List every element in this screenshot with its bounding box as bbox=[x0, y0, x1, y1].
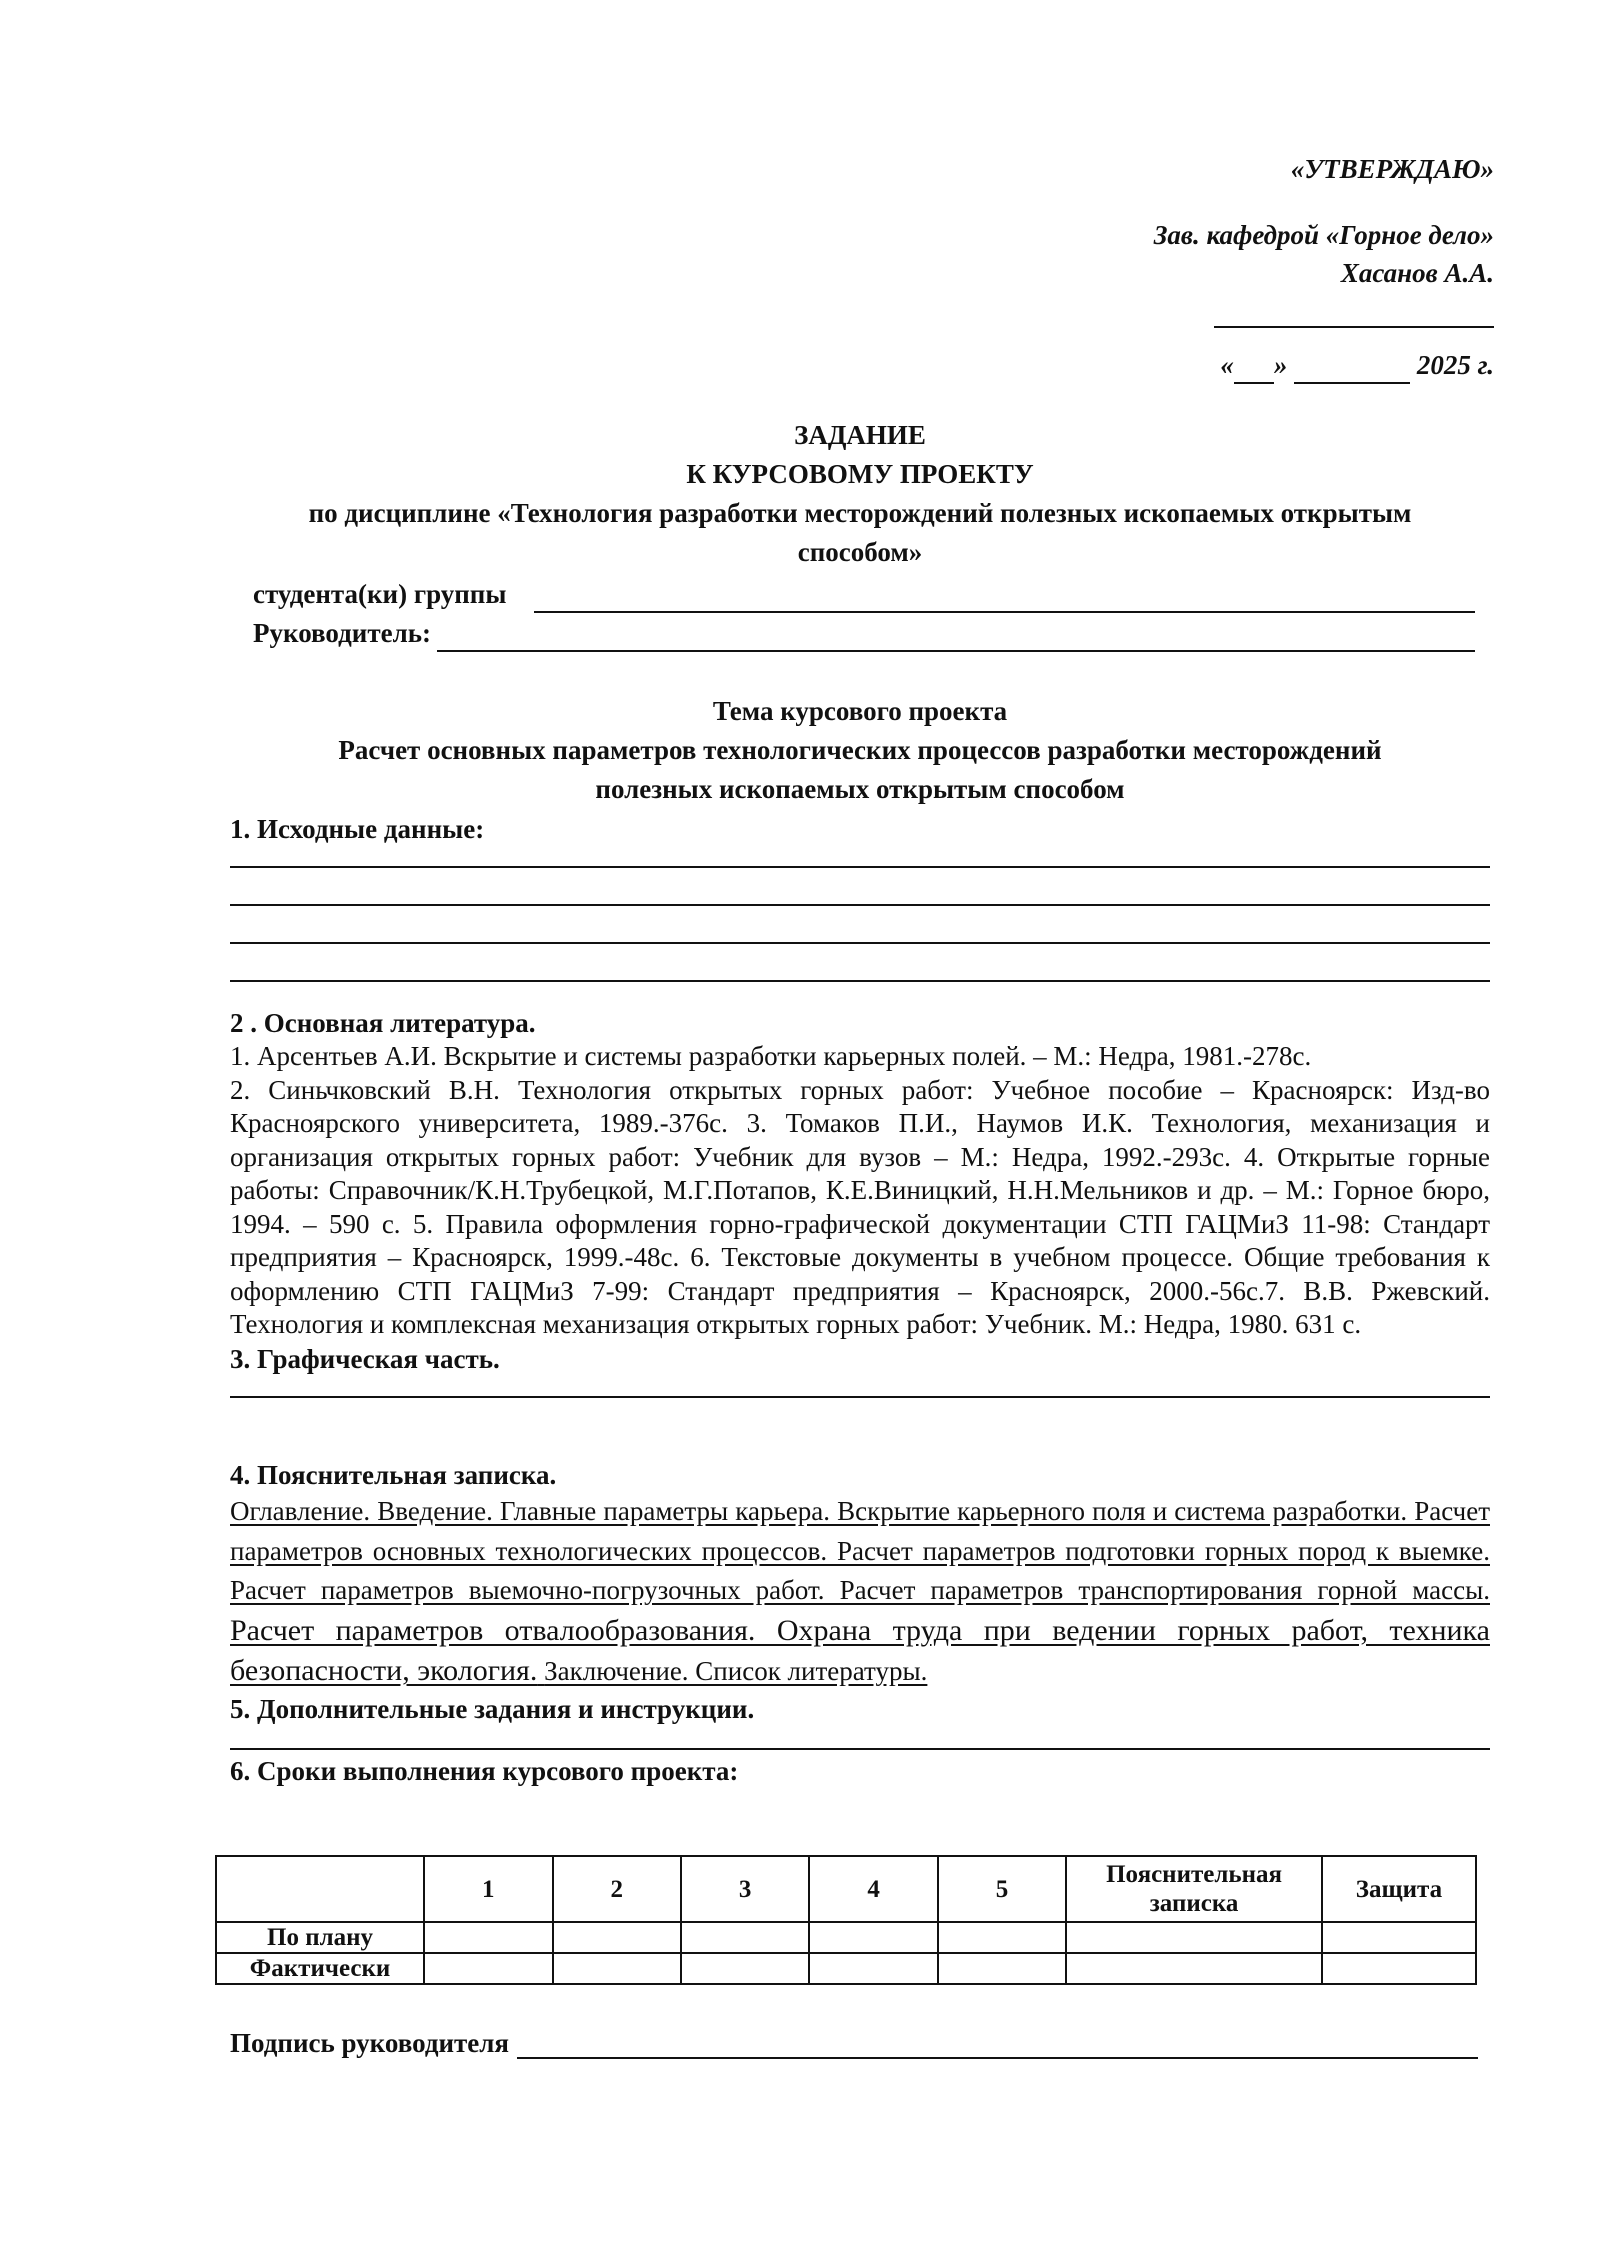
schedule-cell[interactable] bbox=[1066, 1922, 1322, 1953]
section-5-heading: 5. Дополнительные задания и инструкции. bbox=[230, 1693, 755, 1724]
section-2-heading: 2 . Основная литература. bbox=[230, 1008, 536, 1038]
schedule-header-cell: Пояснительная записка bbox=[1066, 1856, 1322, 1922]
initial-data-line-4[interactable] bbox=[230, 944, 1490, 982]
section-explanatory-note bbox=[230, 1458, 1490, 1788]
student-group-label: студента(ки) группы bbox=[253, 579, 507, 609]
literature-list: 2. Синьчковский В.Н. Технология открытых горных работ: Учебное пособие – Красноярск: Изд-во Красноярского университета, 1989.-376с. 3. Томаков П.И., Наумов И.К. Технология, механизация и организация открытых горных работ: Учебник для вузов – М.: Недра, 1992.-293с. 4. Открытые горные работы: Справочник/К.Н.Трубецкой, М.Г.Потапов, К.Е.Виницкий, Н.Н.Мельников и др. – М.: Горное бюро, 1994. – 590 с. 5. Правила оформления горно-графической документации СТП ГАЦМиЗ 11-98: Стандарт предприятия – Красноярск, 1999.-48с. 6. Текстовые документы в учебном процессе. Общие требования к оформлению СТП ГАЦМиЗ 7-99: Стандарт предприятия – Красноярск, 2000.-56с.7. В.В. Ржевский. Технология и комплексная механизация открытых горных работ: Учебник. М.: Недра, 1980. 631 с. bbox=[230, 1074, 1490, 1339]
section-3-heading: 3. Графическая часть. bbox=[230, 1343, 500, 1374]
initial-data-line-1[interactable] bbox=[230, 846, 1490, 868]
section-literature bbox=[230, 1006, 1490, 1398]
schedule-cell[interactable] bbox=[1066, 1953, 1322, 1984]
discipline-line-2: способом» bbox=[797, 537, 923, 567]
supervisor-field bbox=[253, 614, 1475, 652]
schedule-cell[interactable] bbox=[553, 1953, 681, 1984]
document-title: ЗАДАНИЕ bbox=[794, 420, 926, 450]
schedule-header-row bbox=[216, 1856, 1476, 1922]
additional-tasks-line[interactable] bbox=[230, 1726, 1490, 1750]
schedule-row-label: По плану bbox=[216, 1922, 424, 1953]
schedule-header-cell: 1 bbox=[424, 1856, 552, 1922]
student-group-input[interactable] bbox=[534, 583, 1475, 613]
supervisor-label: Руководитель: bbox=[253, 618, 432, 648]
section-1-heading: 1. Исходные данные: bbox=[230, 814, 485, 844]
schedule-cell[interactable] bbox=[809, 1953, 937, 1984]
schedule-cell[interactable] bbox=[681, 1953, 809, 1984]
schedule-cell[interactable] bbox=[553, 1922, 681, 1953]
signature-label: Подпись руководителя bbox=[230, 2028, 510, 2058]
schedule-cell[interactable] bbox=[809, 1922, 937, 1953]
note-contents-part-1: Оглавление. Введение. Главные параметры карьера. Вскрытие карьерного поля и система разработки. Расчет параметров основных технологических процессов. Расчет параметров подготовки горных пород к выемке. Расчет параметров выемочно-погрузочных работ. Расчет параметров транспортирования горной массы. bbox=[230, 1496, 1490, 1605]
schedule-header-cell: Защита bbox=[1322, 1856, 1476, 1922]
date-month-blank[interactable] bbox=[1294, 356, 1410, 384]
supervisor-input[interactable] bbox=[437, 622, 1475, 652]
schedule-row-label: Фактически bbox=[216, 1953, 424, 1984]
schedule-cell[interactable] bbox=[424, 1922, 552, 1953]
schedule-row bbox=[216, 1953, 1476, 1984]
approval-position: Зав. кафедрой «Горное дело» bbox=[1153, 220, 1494, 250]
discipline-line-1: по дисциплине «Технология разработки месторождений полезных ископаемых открытым bbox=[308, 498, 1412, 528]
topic-label: Тема курсового проекта bbox=[712, 696, 1008, 726]
approval-name: Хасанов А.А. bbox=[1340, 258, 1494, 288]
schedule-row bbox=[216, 1922, 1476, 1953]
date-day-blank[interactable] bbox=[1234, 356, 1274, 384]
date-quote-close: » bbox=[1273, 350, 1288, 380]
document-title-block bbox=[230, 416, 1490, 572]
schedule-header-cell: 4 bbox=[809, 1856, 937, 1922]
date-year: 2025 г. bbox=[1416, 350, 1494, 380]
approval-date bbox=[974, 346, 1494, 384]
section-6-heading: 6. Сроки выполнения курсового проекта: bbox=[230, 1755, 739, 1786]
approval-block bbox=[974, 150, 1494, 384]
section-initial-data bbox=[230, 812, 1490, 982]
note-contents-part-3: Заключение. Список литературы. bbox=[544, 1656, 928, 1686]
explanatory-note-contents bbox=[230, 1492, 1490, 1692]
student-group-field bbox=[253, 575, 1475, 613]
schedule-cell[interactable] bbox=[424, 1953, 552, 1984]
schedule-table bbox=[215, 1855, 1477, 1985]
schedule-cell[interactable] bbox=[1322, 1953, 1476, 1984]
topic-line-2: полезных ископаемых открытым способом bbox=[595, 774, 1125, 804]
schedule-cell[interactable] bbox=[938, 1953, 1066, 1984]
schedule-cell[interactable] bbox=[938, 1922, 1066, 1953]
schedule-header-cell: 5 bbox=[938, 1856, 1066, 1922]
literature-item-1: 1. Арсентьев А.И. Вскрытие и системы разработки карьерных полей. – М.: Недра, 1981.-278с. bbox=[230, 1041, 1312, 1071]
document-subtitle: К КУРСОВОМУ ПРОЕКТУ bbox=[686, 459, 1034, 489]
section-4-heading: 4. Пояснительная записка. bbox=[230, 1460, 557, 1490]
initial-data-line-3[interactable] bbox=[230, 906, 1490, 944]
schedule-header-cell bbox=[216, 1856, 424, 1922]
approval-title: «УТВЕРЖДАЮ» bbox=[1290, 154, 1494, 184]
topic-line-1: Расчет основных параметров технологических процессов разработки месторождений bbox=[338, 735, 1382, 765]
topic-block bbox=[230, 692, 1490, 809]
note-contents-part-2: Расчет параметров отвалообразования. Охрана труда при ведении горных работ, техника безопасности, экология. bbox=[230, 1613, 1490, 1687]
signature-line[interactable] bbox=[517, 2031, 1478, 2059]
graphic-part-line[interactable] bbox=[230, 1376, 1490, 1398]
initial-data-line-2[interactable] bbox=[230, 868, 1490, 906]
schedule-cell[interactable] bbox=[681, 1922, 809, 1953]
schedule-header-cell: 2 bbox=[553, 1856, 681, 1922]
approval-signature-line[interactable] bbox=[1214, 302, 1494, 328]
schedule-cell[interactable] bbox=[1322, 1922, 1476, 1953]
schedule-header-cell: 3 bbox=[681, 1856, 809, 1922]
date-quote-open: « bbox=[1220, 350, 1234, 380]
supervisor-signature-field bbox=[230, 2028, 1478, 2059]
